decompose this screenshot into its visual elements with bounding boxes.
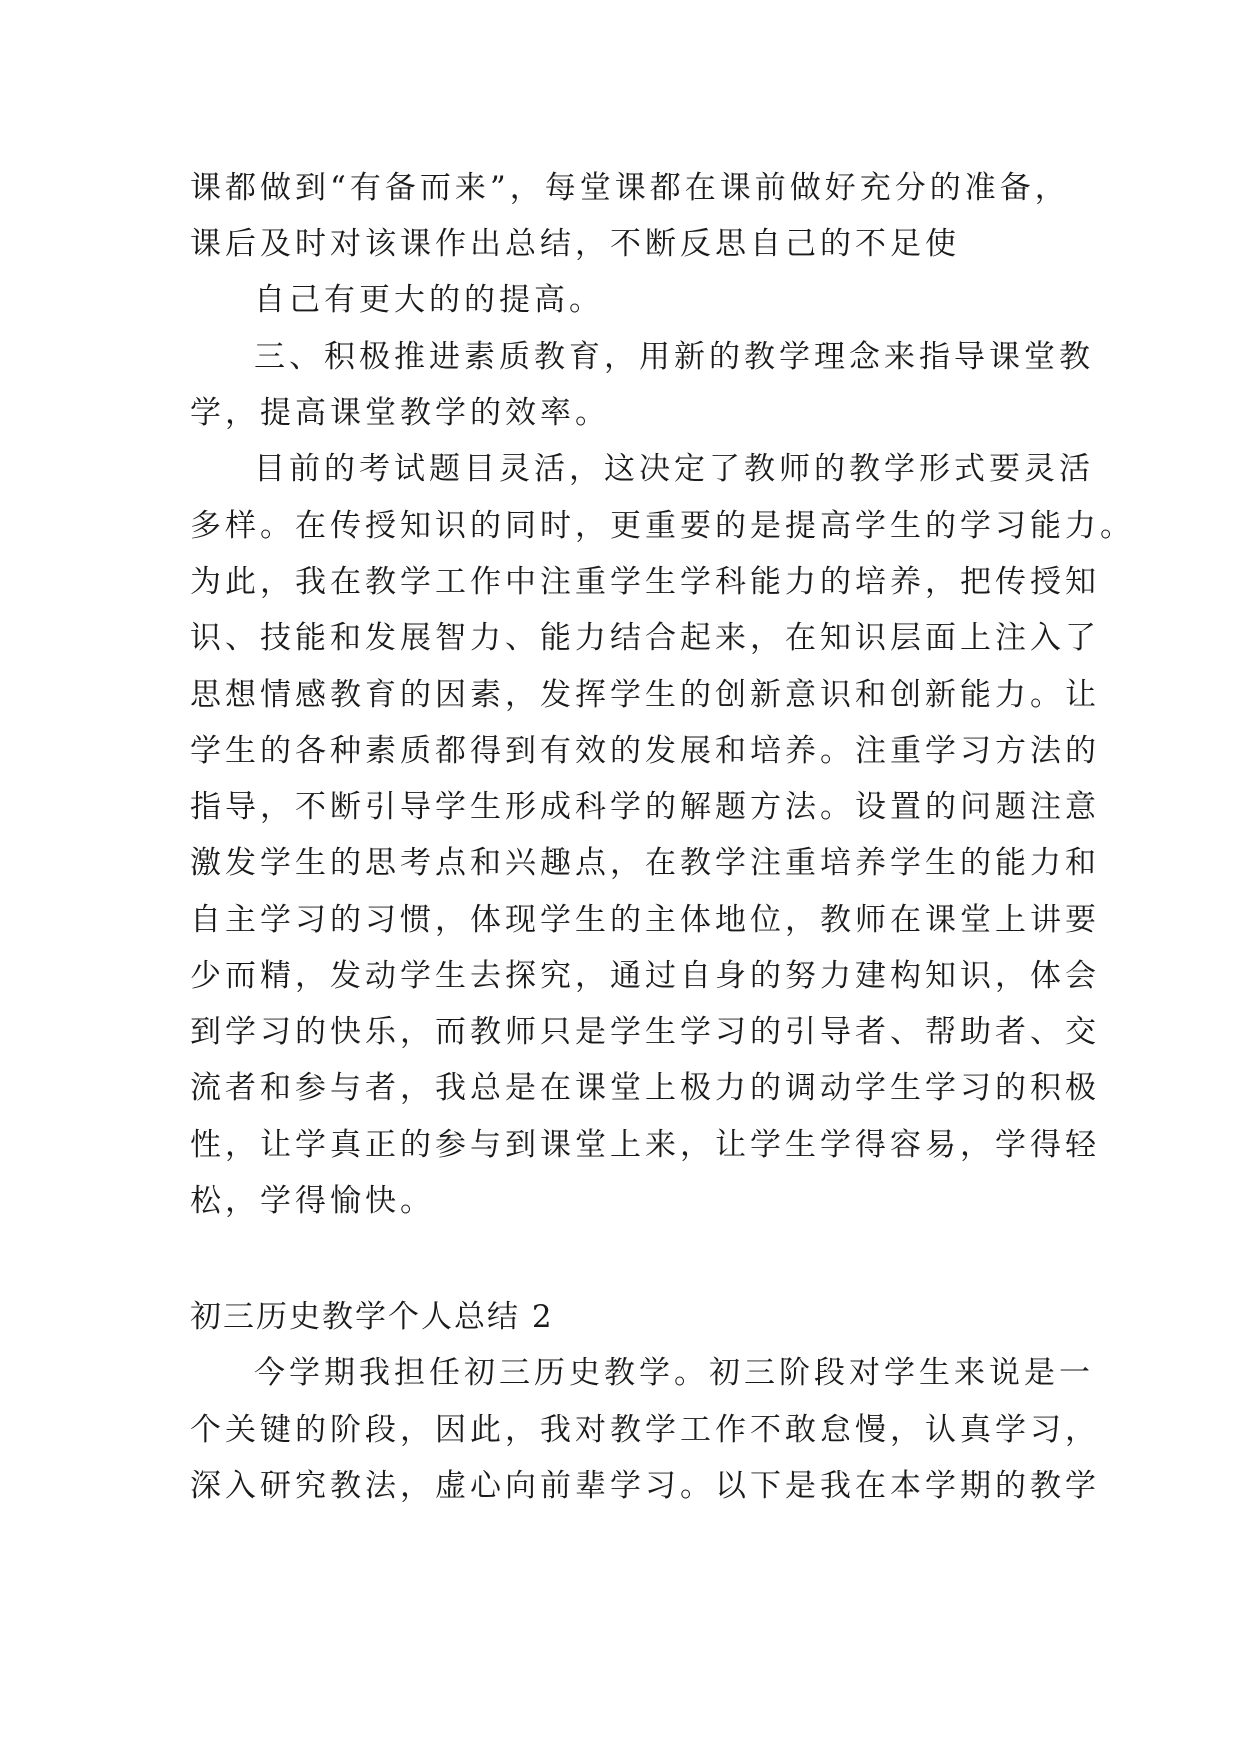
body-line: 性，让学真正的参与到课堂上来，让学生学得容易，学得轻 [190, 1127, 1100, 1163]
body-line: 激发学生的思考点和兴趣点，在教学注重培养学生的能力和 [190, 845, 1100, 881]
body-line: 个关键的阶段，因此，我对教学工作不敢怠慢，认真学习， [190, 1412, 1100, 1448]
body-line: 课都做到“有备而来”，每堂课都在课前做好充分的准备， [190, 170, 1070, 206]
body-line: 少而精，发动学生去探究，通过自身的努力建构知识，体会 [190, 958, 1100, 994]
section-heading: 初三历史教学个人总结 2 [190, 1299, 554, 1335]
body-line: 自主学习的习惯，体现学生的主体地位，教师在课堂上讲要 [190, 902, 1100, 938]
body-line: 到学习的快乐，而教师只是学生学习的引导者、帮助者、交 [190, 1014, 1100, 1050]
body-line: 流者和参与者，我总是在课堂上极力的调动学生学习的积极 [190, 1070, 1100, 1106]
body-line: 深入研究教法，虚心向前辈学习。以下是我在本学期的教学 [190, 1468, 1100, 1504]
body-line: 三、积极推进素质教育，用新的教学理念来指导课堂教 [254, 339, 1094, 375]
body-line: 自己有更大的的提高。 [254, 282, 604, 318]
body-line: 为此，我在教学工作中注重学生学科能力的培养，把传授知 [190, 564, 1100, 600]
body-line: 思想情感教育的因素，发挥学生的创新意识和创新能力。让 [190, 677, 1100, 713]
body-line: 学，提高课堂教学的效率。 [190, 395, 610, 431]
body-line: 识、技能和发展智力、能力结合起来，在知识层面上注入了 [190, 620, 1100, 656]
body-line: 多样。在传授知识的同时，更重要的是提高学生的学习能力。 [190, 508, 1135, 544]
body-line: 课后及时对该课作出总结，不断反思自己的不足使 [190, 226, 960, 262]
body-line: 目前的考试题目灵活，这决定了教师的教学形式要灵活 [254, 451, 1094, 487]
body-line: 松，学得愉快。 [190, 1183, 435, 1219]
body-line: 学生的各种素质都得到有效的发展和培养。注重学习方法的 [190, 733, 1100, 769]
body-line: 今学期我担任初三历史教学。初三阶段对学生来说是一 [254, 1355, 1094, 1391]
body-line: 指导，不断引导学生形成科学的解题方法。设置的问题注意 [190, 789, 1100, 825]
